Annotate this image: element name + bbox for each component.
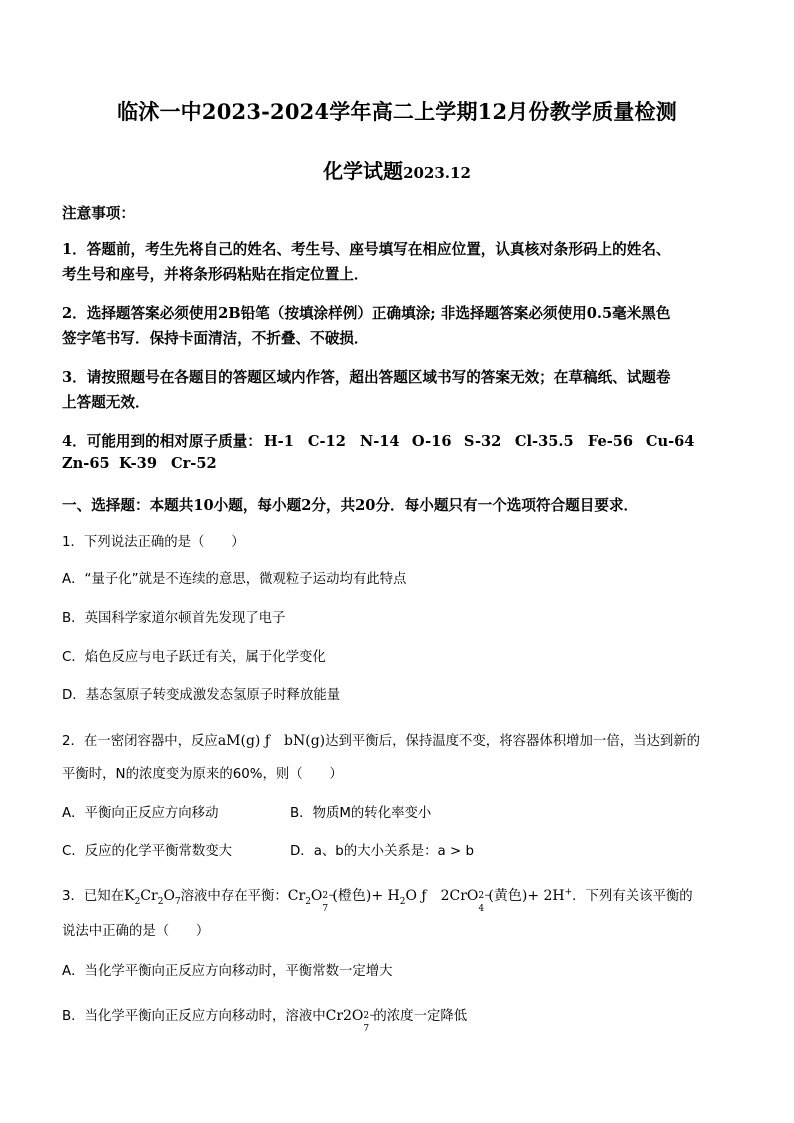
notice-item-3-line-2: 上答题无效． — [62, 394, 150, 411]
q2-stem-b: 达到平衡后，保持温度不变，将容器体积增加一倍，当达到新的 — [325, 734, 701, 749]
q3-stem-line-2: 说法中正确的是（ ） — [62, 924, 210, 939]
q1-option-a: A．“量子化”就是不连续的意思，微观粒子运动均有此特点 — [62, 572, 407, 587]
q2-option-d: D．a、b的大小关系是：a > b — [290, 844, 474, 859]
notice-item-1-line-2: 考生号和座号，并将条形码粘贴在指定位置上． — [62, 266, 369, 283]
notice-item-1-line-1: 1．答题前，考生先将自己的姓名、考生号、座号填写在相应位置，认真核对条形码上的姓名、 — [62, 241, 671, 258]
q3-stem-b: 溶液中存在平衡： — [180, 889, 288, 904]
atomic-mass-label: 4．可能用到的相对原子质量： — [62, 433, 262, 450]
q2-stem-line-2: 平衡时，N的浓度变为原来的60%，则（ ） — [62, 767, 343, 782]
atomic-mass-n: N-14 — [359, 433, 400, 450]
exam-subtitle — [0, 155, 794, 184]
atomic-mass-c: C-12 — [307, 433, 346, 450]
section-1-heading: 一、选择题：本题共10小题，每小题2分，共20分．每小题只有一个选项符合题目要求． — [62, 497, 639, 514]
q3-equilibrium: $Cr_2O$ 2− 7 (橙色)+ $H_2O$ ƒ 2CrO 2− 4 (黄色)+ 2H+ — [287, 887, 573, 914]
exam-date: 2023.12 — [403, 164, 471, 182]
q1-option-b: B．英国科学家道尔顿首先发现了电子 — [62, 611, 286, 626]
q2-equation: aM(g) ƒ bN(g) — [217, 733, 326, 749]
notice-item-4-line-2 — [62, 455, 734, 472]
q3-option-b-b: 的浓度一定降低 — [373, 1009, 468, 1024]
q3-stem-a: 3．已知在 — [62, 889, 125, 904]
q1-option-d: D．基态氢原子转变成激发态氢原子时释放能量 — [62, 688, 341, 703]
atomic-mass-cu: Cu-64 — [645, 433, 695, 450]
q3-option-b — [62, 1005, 734, 1034]
q3-option-b-a: B．当化学平衡向正反应方向移动时，溶液中 — [62, 1009, 326, 1024]
atomic-mass-k: K-39 — [119, 455, 157, 472]
atomic-mass-cl: Cl-35.5 — [514, 433, 574, 450]
notice-item-2-line-2: 签字笔书写．保持卡面清洁，不折叠、不破损． — [62, 330, 369, 347]
q2-stem-line-1 — [62, 730, 734, 750]
notice-heading: 注意事项： — [62, 205, 135, 222]
q3-stem-c: ．下列有关该平衡的 — [572, 889, 693, 904]
q3-option-a: A．当化学平衡向正反应方向移动时，平衡常数一定增大 — [62, 964, 393, 979]
atomic-mass-zn: Zn-65 — [62, 455, 110, 472]
q2-option-b: B．物质M的转化率变小 — [290, 806, 432, 821]
q3-formula-k2cr2o7: $K_2Cr_2O_7$ — [124, 888, 181, 907]
q1-stem: 1．下列说法正确的是（ ） — [62, 535, 245, 550]
q2-options-row-2 — [62, 840, 734, 859]
notice-item-2-line-1: 2．选择题答案必须使用2B铅笔（按填涂样例）正确填涂; 非选择题答案必须使用0.5毫米黑色 — [62, 305, 671, 322]
q1-option-c: C．焰色反应与电子跃迁有关，属于化学变化 — [62, 650, 326, 665]
notice-item-3-line-1: 3．请按照题号在各题目的答题区域内作答，超出答题区域书写的答案无效；在草稿纸、试题卷 — [62, 369, 671, 386]
q2-option-a: A．平衡向正反应方向移动 — [62, 806, 219, 821]
atomic-mass-fe: Fe-56 — [587, 433, 634, 450]
atomic-mass-cr: Cr-52 — [171, 455, 217, 472]
atomic-mass-s: S-32 — [463, 433, 502, 450]
exam-title: 临沭一中2023-2024学年高二上学期12月份教学质量检测 — [117, 99, 677, 124]
notice-item-4-line-1 — [62, 430, 734, 451]
q2-stem-a: 2．在一密闭容器中，反应 — [62, 734, 218, 749]
q2-options-row-1 — [62, 802, 734, 821]
q3-stem-line-1 — [62, 885, 734, 914]
atomic-mass-o: O-16 — [411, 433, 452, 450]
q3-formula-cr2o7: Cr2O 2− 7 — [325, 1008, 377, 1034]
subject-title: 化学试题 — [323, 159, 404, 183]
q2-option-c: C．反应的化学平衡常数变大 — [62, 844, 233, 859]
atomic-mass-h: H-1 — [263, 433, 294, 450]
